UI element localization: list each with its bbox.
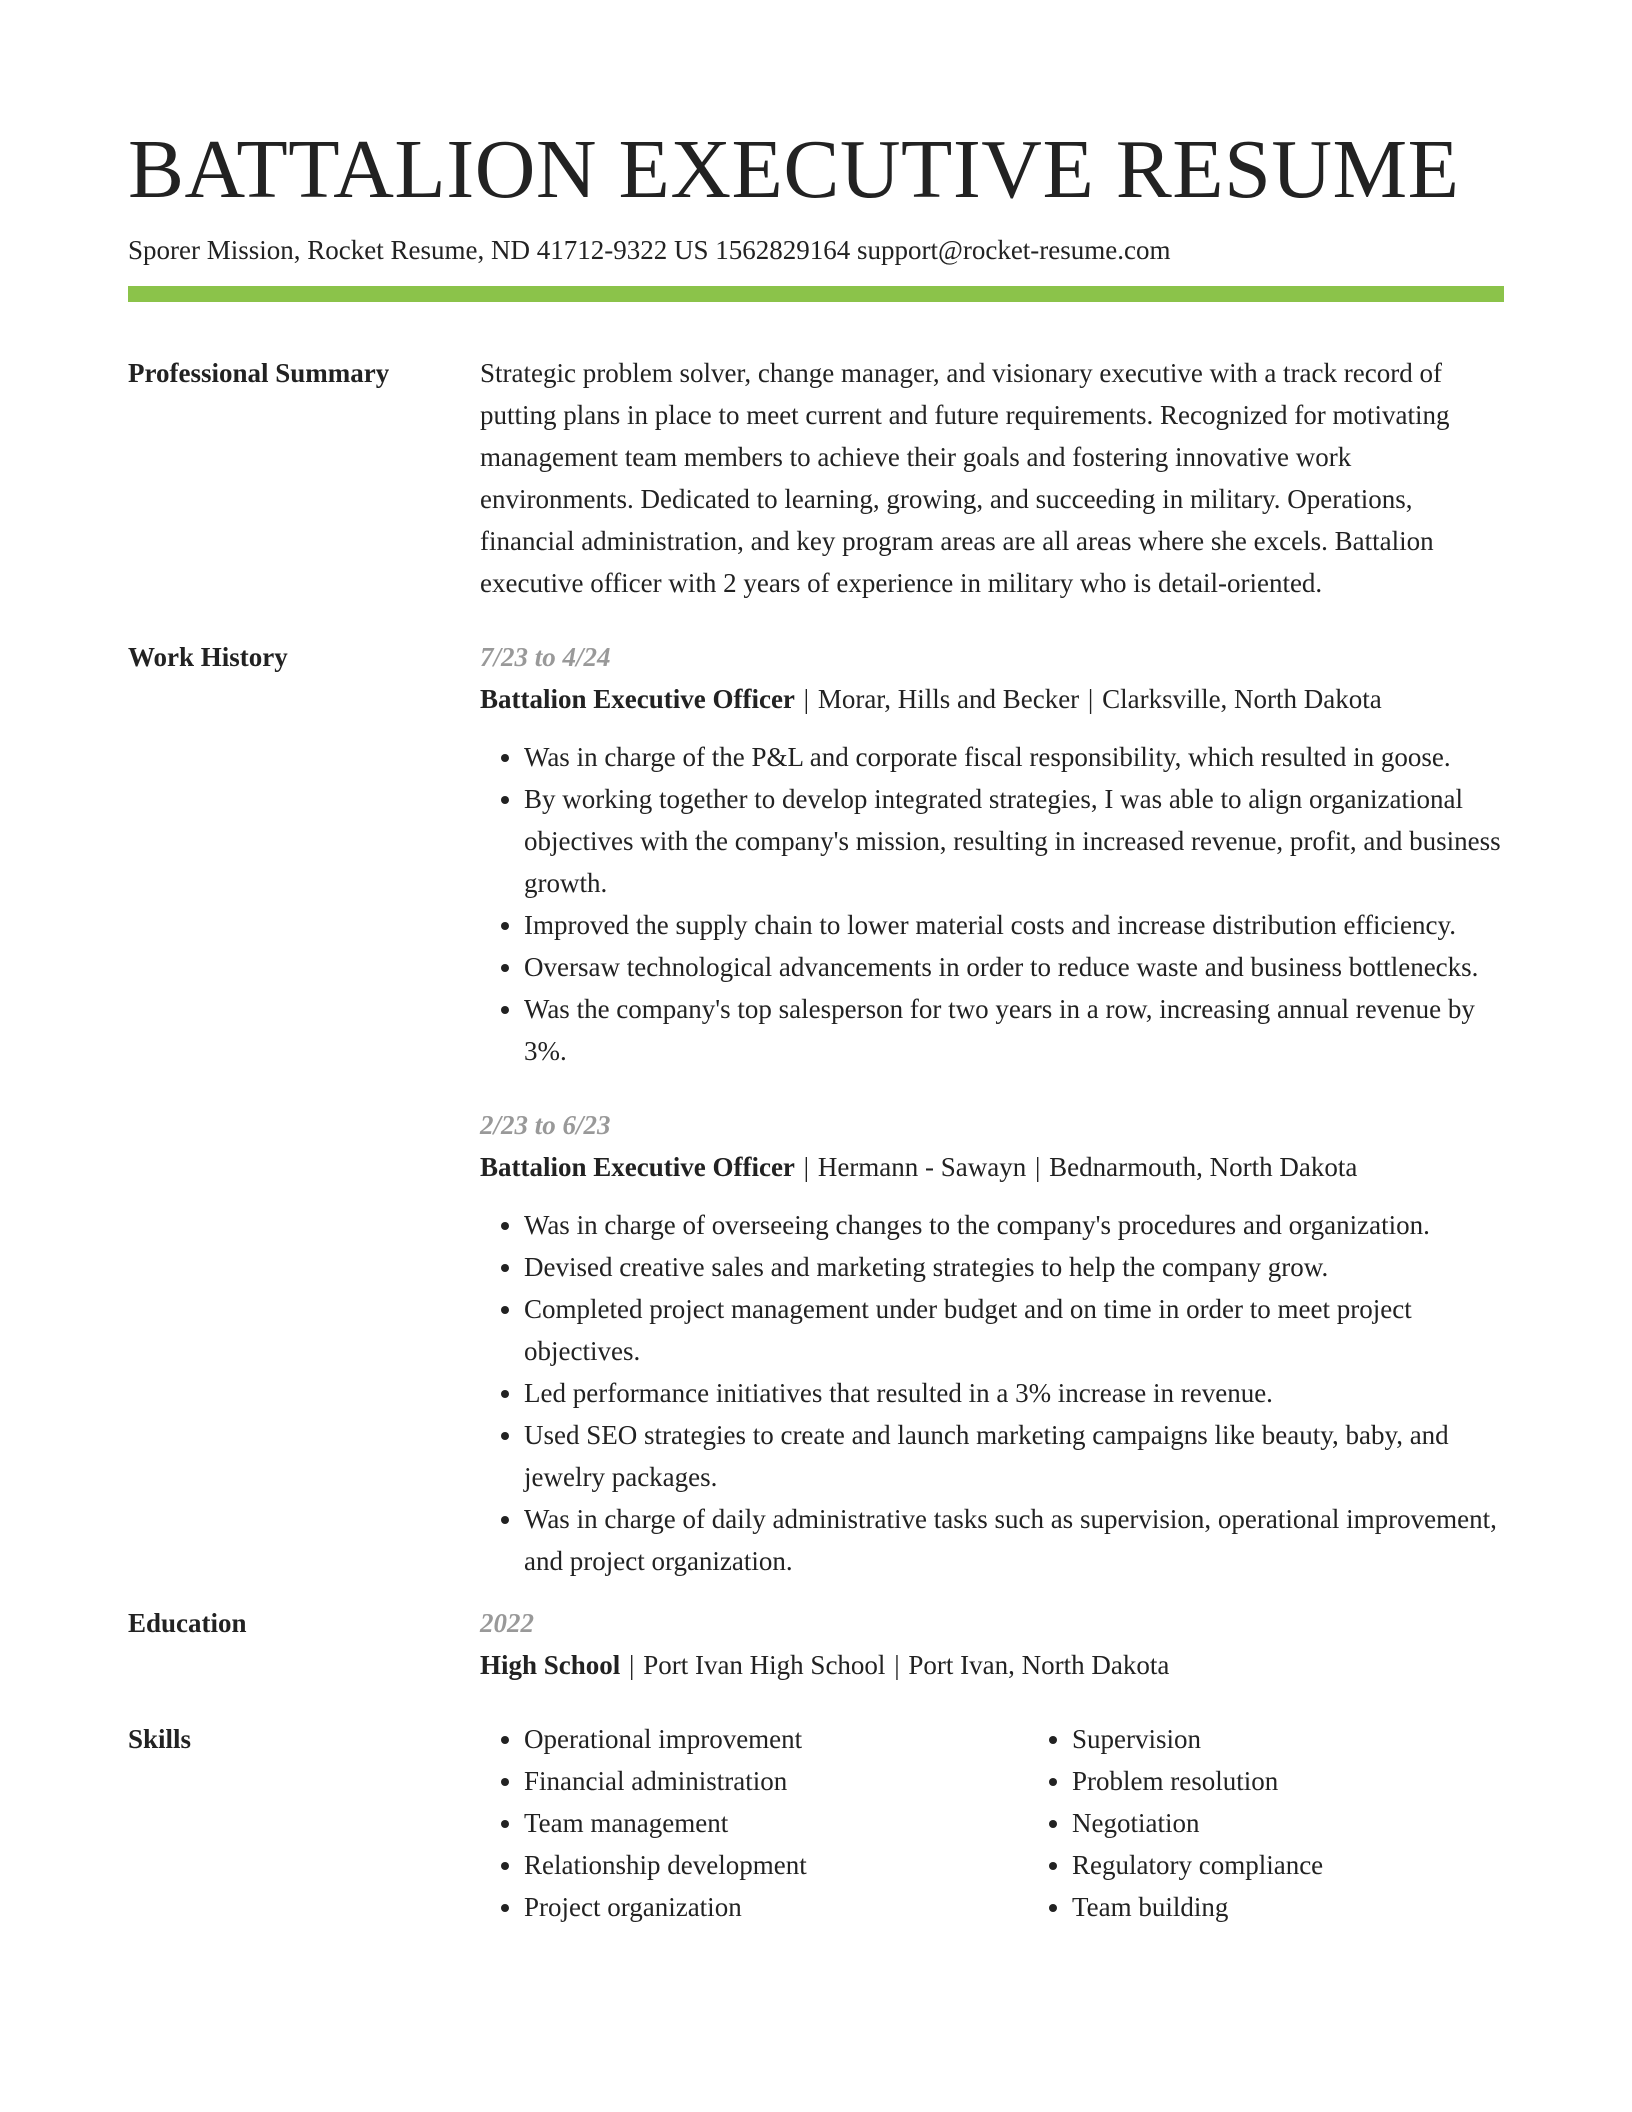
summary-text: Strategic problem solver, change manager, and visionary executive with a track record of putting plans in place to meet current and future requirements. Recognized for motivating management team members to achieve their goals and fostering innovative work environments. Dedicated to learning, growing, and succeeding in military. Operations, financial administration, and key program areas are all areas where she excels. Battalion executive officer with 2 years of experience in military who is detail-oriented. <box>480 358 1450 598</box>
skill-item: • Project organization <box>524 1886 1028 1928</box>
resume-title: BATTALION EXECUTIVE RESUME <box>128 123 1460 216</box>
skill-item: • Relationship development <box>524 1844 1028 1886</box>
work-history-section <box>128 636 1504 1582</box>
education-body <box>480 1602 1504 1686</box>
education-degree: High School <box>480 1650 621 1680</box>
separator: | <box>803 1152 810 1182</box>
separator: | <box>1035 1152 1041 1182</box>
job-bullet: • Was in charge of the P&L and corporate fiscal responsibility, which resulted in goose. <box>524 736 1504 778</box>
job-bullets <box>480 736 1504 1072</box>
skill-item: • Financial administration <box>524 1760 1028 1802</box>
separator: | <box>1087 684 1094 714</box>
skill-item: • Operational improvement <box>524 1718 1028 1760</box>
job-dates: 2/23 to 6/23 <box>480 1110 611 1140</box>
job-title: Battalion Executive Officer <box>480 1152 795 1182</box>
separator: | <box>894 1650 900 1680</box>
skill-item: • Team management <box>524 1802 1028 1844</box>
skill-item: • Regulatory compliance <box>1072 1844 1576 1886</box>
accent-divider <box>128 286 1504 302</box>
skills-section <box>128 1718 1504 1928</box>
job-entry <box>480 1104 1504 1582</box>
skill-item: • Negotiation <box>1072 1802 1576 1844</box>
job-bullet: • Used SEO strategies to create and launch marketing campaigns like beauty, baby, and jewelry packages. <box>524 1414 1504 1498</box>
job-bullet: • Was in charge of overseeing changes to the company's procedures and organization. <box>524 1204 1504 1246</box>
job-entry <box>480 636 1504 1072</box>
education-location: Port Ivan, North Dakota <box>908 1650 1170 1680</box>
skill-item: • Supervision <box>1072 1718 1576 1760</box>
summary-label: Professional Summary <box>128 358 390 388</box>
job-bullet: • Was the company's top salesperson for two years in a row, increasing annual revenue by 3%. <box>524 988 1504 1072</box>
job-dates: 7/23 to 4/24 <box>480 642 611 672</box>
work-history-label: Work History <box>128 642 288 672</box>
education-label: Education <box>128 1608 247 1638</box>
skill-item: • Team building <box>1072 1886 1576 1928</box>
separator: | <box>629 1650 635 1680</box>
skill-item: • Problem resolution <box>1072 1760 1576 1802</box>
education-header <box>480 1644 1504 1686</box>
job-location: Clarksville, North Dakota <box>1102 684 1382 714</box>
job-header <box>480 678 1504 720</box>
education-section <box>128 1602 1504 1686</box>
summary-section <box>128 352 1504 604</box>
education-school: Port Ivan High School <box>643 1650 886 1680</box>
job-bullet: • Oversaw technological advancements in order to reduce waste and business bottlenecks. <box>524 946 1504 988</box>
job-company: Hermann - Sawayn <box>817 1152 1027 1182</box>
resume-page <box>128 0 1504 1928</box>
job-header <box>480 1146 1504 1188</box>
work-history-body <box>480 636 1504 1582</box>
job-bullet: • Devised creative sales and marketing strategies to help the company grow. <box>524 1246 1504 1288</box>
skills-list-right <box>1028 1718 1576 1928</box>
job-company: Morar, Hills and Becker <box>817 684 1080 714</box>
job-bullets <box>480 1204 1504 1582</box>
skills-label: Skills <box>128 1724 192 1754</box>
skills-list-left <box>480 1718 1028 1928</box>
summary-body <box>480 352 1504 604</box>
job-title: Battalion Executive Officer <box>480 684 795 714</box>
job-bullet: • Completed project management under budget and on time in order to meet project objectives. <box>524 1288 1504 1372</box>
job-bullet: • Improved the supply chain to lower material costs and increase distribution efficiency. <box>524 904 1504 946</box>
job-bullet: • Was in charge of daily administrative tasks such as supervision, operational improvement, and project organization. <box>524 1498 1504 1582</box>
job-bullet: • Led performance initiatives that resulted in a 3% increase in revenue. <box>524 1372 1504 1414</box>
separator: | <box>803 684 810 714</box>
skills-body <box>480 1718 1576 1928</box>
job-bullet: • By working together to develop integrated strategies, I was able to align organizational objectives with the company's mission, resulting in increased revenue, profit, and business growth. <box>524 778 1504 904</box>
education-year: 2022 <box>480 1608 534 1638</box>
contact-line: Sporer Mission, Rocket Resume, ND 41712-9322 US 1562829164 support@rocket-resume.com <box>128 235 1171 265</box>
skills-grid <box>480 1718 1576 1928</box>
job-location: Bednarmouth, North Dakota <box>1049 1152 1358 1182</box>
